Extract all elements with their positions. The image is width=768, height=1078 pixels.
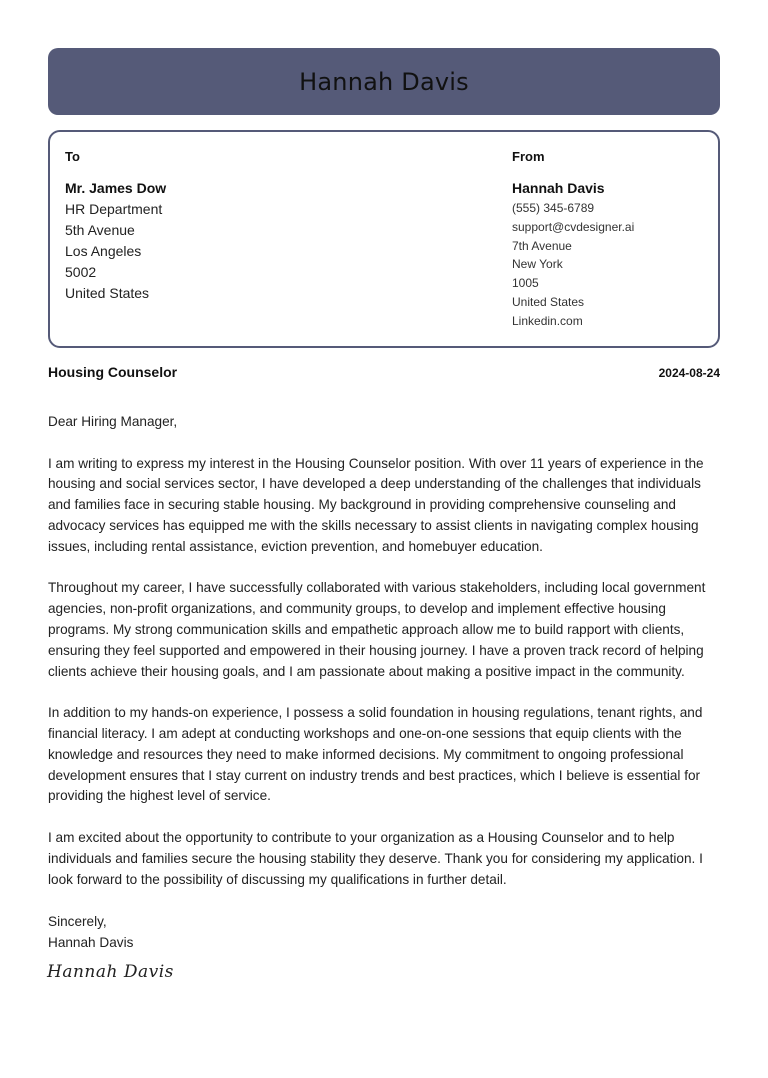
applicant-name: Hannah Davis [299,67,469,96]
sender-city: New York [512,257,563,272]
header-banner [48,48,720,115]
letter-date: 2024-08-24 [658,366,720,380]
valediction: Sincerely, [48,914,107,929]
body-paragraph: I am excited about the opportunity to contribute to your organization as a Housing Counselor and to help individuals and families secure the housing stability they deserve. Thank you for considering my application. I look forward to the possibility of discussing my qualifications in further detail. [48,829,703,887]
sender-street: 7th Avenue [512,238,572,253]
sender-block [512,149,634,331]
body-paragraph: In addition to my hands-on experience, I possess a solid foundation in housing regulations, tenant rights, and financial literacy. I am adept at conducting workshops and one-on-one sessions that equip clients with the knowledge and resources they need to make informed decisions. My commitment to ongoing professional development ensures that I stay current on industry trends and best practices, which I believe is essential for providing the highest level of service. [48,705,703,804]
meta-row [48,364,720,380]
sender-country: United States [512,294,585,309]
closing-name: Hannah Davis [48,934,134,950]
sender-phone: (555) 345-6789 [512,201,595,215]
recipient-line: 5002 [65,264,97,280]
sender-heading: From [512,149,545,164]
job-title: Housing Counselor [48,364,178,380]
recipient-line: HR Department [65,201,163,217]
letter-body [48,412,724,911]
recipient-line: United States [65,285,150,301]
recipient-line: Los Angeles [65,243,142,259]
sender-email: support@cvdesigner.ai [512,219,635,234]
recipient-heading: To [65,149,80,164]
recipient-line: 5th Avenue [65,222,135,238]
handwritten-signature: Hannah Davis [47,962,174,982]
sender-name: Hannah Davis [512,180,605,196]
contact-box [48,130,720,348]
body-paragraph: Throughout my career, I have successfully collaborated with various stakeholders, including local government agencies, non-profit organizations, and community groups, to develop and implement effective housing programs. My strong communication skills and empathetic approach allow me to build rapport with clients, ensuring they feel supported and empowered in their housing journey. I have a proven track record of helping clients achieve their housing goals, and I am passionate about making a positive impact in the community. [48,580,706,679]
recipient-name: Mr. James Dow [65,180,167,196]
salutation: Dear Hiring Manager, [48,414,178,429]
recipient-block [65,149,166,304]
sender-zip: 1005 [512,276,539,291]
body-paragraph: I am writing to express my interest in the Housing Counselor position. With over 11 years of experience in the housing and social services sector, I have developed a deep understanding of the challenges that individuals and families face in securing stable housing. My background in providing comprehensive counseling and advocacy services has equipped me with the skills necessary to assist clients in navigating complex housing issues, including rental assistance, eviction prevention, and homebuyer education. [48,455,704,554]
closing-block [48,912,133,954]
sender-linkedin: Linkedin.com [512,313,583,328]
